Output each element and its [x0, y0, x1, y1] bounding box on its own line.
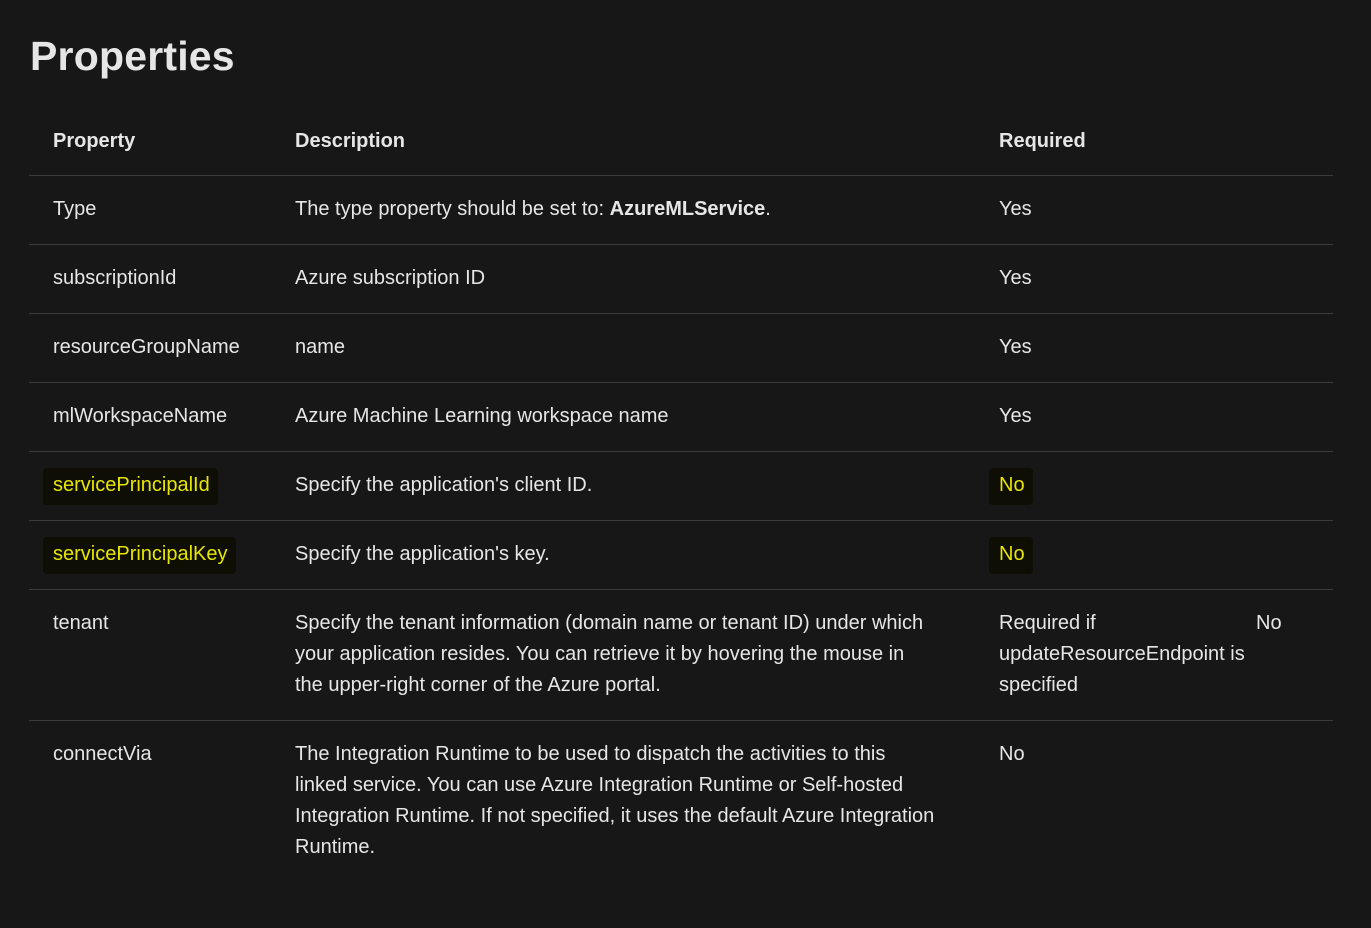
cell-extra: [1256, 314, 1333, 383]
table-row: [29, 383, 1333, 452]
table-row: [29, 245, 1333, 314]
highlighted-property: servicePrincipalId: [53, 474, 210, 496]
cell-description: Specify the tenant information (domain name or tenant ID) under which your application resides. You can retrieve it by hovering the mouse in the upper-right corner of the Azure portal.: [271, 590, 975, 721]
highlighted-property: servicePrincipalKey: [53, 543, 228, 565]
highlighted-required: No: [999, 474, 1025, 496]
cell-description: Specify the application's client ID.: [271, 452, 975, 521]
table-row: [29, 590, 1333, 721]
cell-description: Azure subscription ID: [271, 245, 975, 314]
cell-required: Required if updateResourceEndpoint is specified: [975, 590, 1256, 721]
cell-property: subscriptionId: [29, 245, 271, 314]
cell-extra: [1256, 383, 1333, 452]
cell-property: resourceGroupName: [29, 314, 271, 383]
table-row: [29, 721, 1333, 883]
header-extra: [1256, 108, 1333, 176]
cell-required: Yes: [975, 314, 1256, 383]
cell-property: tenant: [29, 590, 271, 721]
cell-extra: [1256, 176, 1333, 245]
cell-required: Yes: [975, 245, 1256, 314]
cell-required: No: [999, 743, 1025, 765]
cell-required: Yes: [975, 383, 1256, 452]
cell-extra: [1256, 452, 1333, 521]
header-required: Required: [975, 108, 1256, 176]
cell-description: The Integration Runtime to be used to dispatch the activities to this linked service. You can use Azure Integration Runtime or Self-hosted Integration Runtime. If not specified, it uses the default Azure Integration Runtime.: [295, 743, 935, 858]
cell-required: Yes: [975, 176, 1256, 245]
table-row: [29, 452, 1333, 521]
description-bold-value: AzureMLService: [609, 198, 766, 220]
cell-extra: No: [1256, 590, 1333, 721]
table-row: [29, 314, 1333, 383]
cell-property: mlWorkspaceName: [29, 383, 271, 452]
cell-property: [29, 452, 271, 521]
header-description: Description: [271, 108, 975, 176]
cell-property: Type: [29, 176, 271, 245]
cell-extra: [1256, 245, 1333, 314]
table-row: [29, 521, 1333, 590]
cell-property: connectVia: [53, 743, 152, 765]
page-title: Properties: [30, 33, 235, 79]
cell-extra: [1256, 521, 1333, 590]
cell-extra: [1256, 721, 1333, 883]
cell-description: Specify the application's key.: [271, 521, 975, 590]
cell-required: [975, 521, 1256, 590]
cell-description: Azure Machine Learning workspace name: [271, 383, 975, 452]
cell-required: [975, 452, 1256, 521]
header-property: Property: [29, 108, 271, 176]
table-header-row: [29, 108, 1333, 176]
properties-table: [29, 108, 1333, 882]
highlighted-required: No: [999, 543, 1025, 565]
cell-description: name: [271, 314, 975, 383]
description-text-end: .: [765, 198, 771, 220]
table-row: [29, 176, 1333, 245]
description-text: The type property should be set to:: [295, 198, 610, 220]
cell-property: [29, 521, 271, 590]
cell-description: [271, 176, 975, 245]
